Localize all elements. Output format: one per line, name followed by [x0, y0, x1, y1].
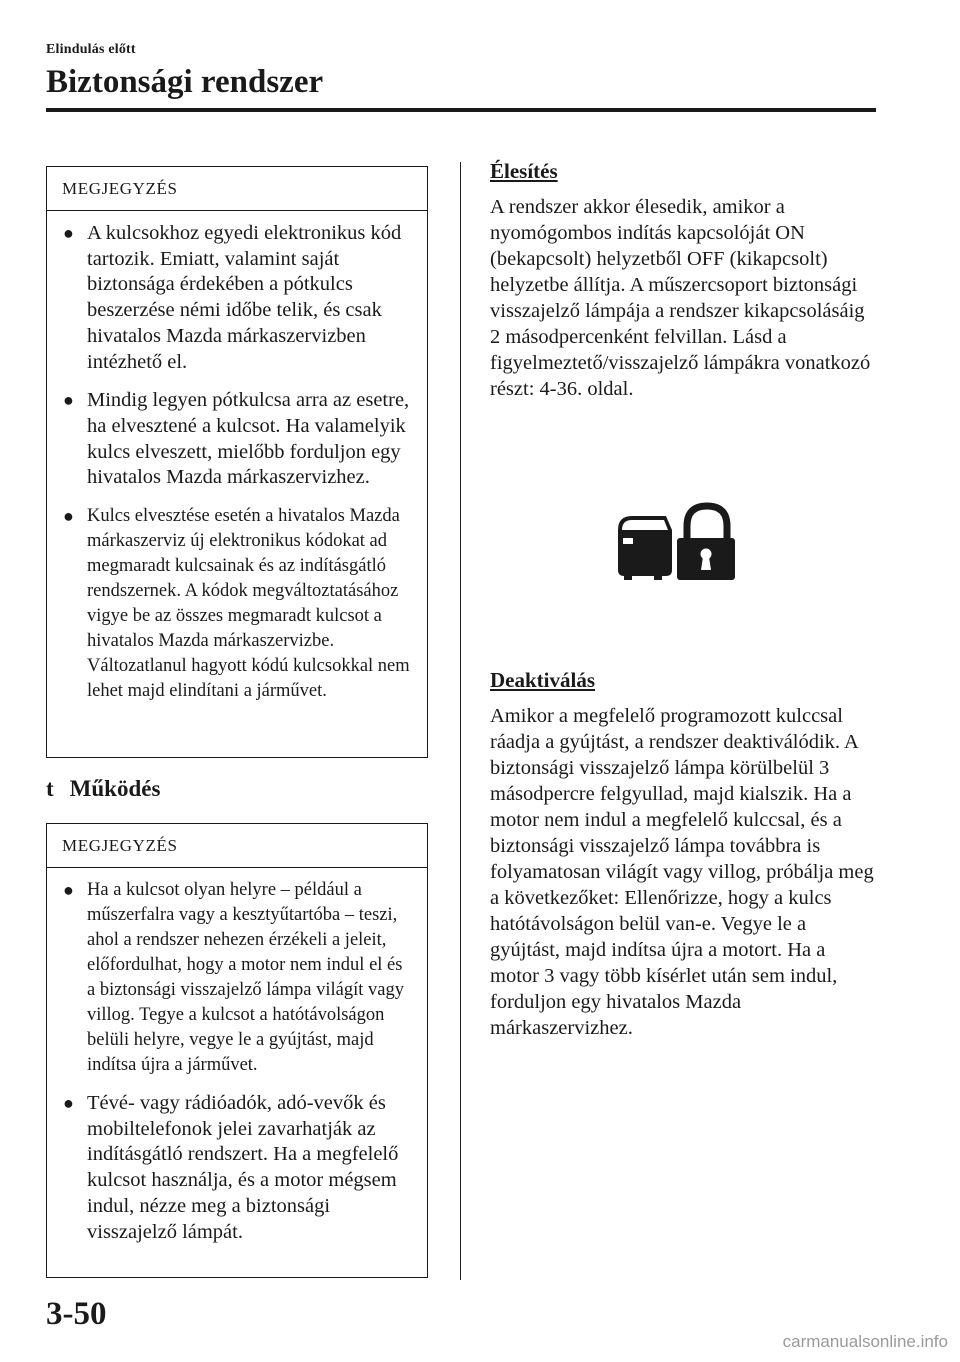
running-head: Elindulás előtt: [46, 42, 136, 57]
watermark-link[interactable]: carmanualsonline.info: [782, 1332, 948, 1351]
note-item-text: Ha a kulcsot olyan helyre – például a műszerfalra vagy a kesztyűtartóba – teszi, ahol a rendszer nehezen érzékeli a jeleit, előfordulhat, hogy a motor nem indul el és a biztonsági visszajelző lámpa világít vagy villog. Tegye a kulcsot a hatótávolságon belüli helyre, vegye le a gyújtást, majd indítsa újra a járművet.: [87, 880, 404, 1075]
bullet-icon: ●: [63, 1093, 74, 1113]
deaktivalas-section: [490, 665, 875, 1041]
note-item: [63, 504, 415, 704]
elesites-paragraph: A rendszer akkor élesedik, amikor a nyomógombos indítás kapcsolóját ON (bekapcsolt) helyzetből OFF (kikapcsolt) helyzetbe állítja. A műszercsoport biztonsági visszajelző lámpája a rendszer kikapcsolásáig 2 másodpercenként felvillan. Lásd a figyelmeztető/visszajelző lámpákra vonatkozó részt: 4-36. oldal.: [490, 196, 871, 400]
title-rule: [46, 108, 876, 112]
section-marker: t: [46, 776, 54, 801]
note-item: [63, 221, 415, 375]
note-box-2: [46, 823, 428, 1278]
note-item: [63, 1091, 415, 1245]
column-divider: [460, 162, 461, 1280]
section-heading-text: Működés: [69, 776, 161, 801]
note-heading: MEGJEGYZÉS: [47, 167, 427, 211]
note-item-text: Mindig legyen pótkulcsa arra az esetre, ha elvesztené a kulcsot. Ha valamelyik kulcs elveszett, mielőbb forduljon egy hivatalos Mazda márkaszervizhez.: [87, 389, 410, 489]
section-heading: [46, 773, 160, 805]
elesites-section: [490, 156, 875, 402]
note-list: [47, 211, 427, 704]
deaktivalas-paragraph: Amikor a megfelelő programozott kulccsal ráadja a gyújtást, a rendszer deaktiválódik. A biztonsági visszajelző lámpa körülbelül 3 másodpercre felgyullad, majd kialszik. Ha a motor nem indul a megfelelő kulccsal, és a biztonsági visszajelző lámpa továbbra is folyamatosan világít vagy villog, próbálja meg a következőket: Ellenőrizze, hogy a kulcs hatótávolságon belül van-e. Vegye le a gyújtást, majd indítsa újra a motort. Ha a motor 3 vagy több kísérlet után sem indul, forduljon egy hivatalos Mazda márkaszervizhez.: [490, 705, 874, 1039]
note-item: [63, 878, 415, 1078]
bullet-icon: ●: [63, 390, 74, 411]
note-heading: MEGJEGYZÉS: [47, 824, 427, 868]
security-indicator-lock-icon: [614, 500, 739, 582]
note-item-text: Kulcs elvesztése esetén a hivatalos Mazda márkaszerviz új elektronikus kódokat ad megmaradt kulcsainak és az indításgátló rendszernek. A kódok megváltoztatásához vigye be az összes megmaradt kulcsot a hivatalos Mazda márkaszervizbe. Változatlanul hagyott kódú kulcsokkal nem lehet majd elindítani a járművet.: [87, 506, 410, 702]
deaktivalas-heading: Deaktiválás: [490, 668, 595, 692]
page-title: Biztonsági rendszer: [46, 64, 324, 100]
note-item-text: Tévé- vagy rádióadók, adó-vevők és mobiltelefonok jelei zavarhatják az indításgátló rendszert. Ha a megfelelő kulcsot használja, és a motor mégsem indul, nézze meg a biztonsági visszajelző lámpát.: [87, 1092, 399, 1243]
bullet-icon: ●: [63, 223, 74, 243]
bullet-icon: ●: [63, 506, 74, 527]
bullet-icon: ●: [63, 880, 74, 900]
elesites-heading: Élesítés: [490, 159, 558, 183]
note-item-text: A kulcsokhoz egyedi elektronikus kód tartozik. Emiatt, valamint saját biztonsága érdekében a pótkulcs beszerzése némi időbe telik, és csak hivatalos Mazda márkaszervizben intézhető el.: [87, 222, 402, 373]
note-box-1: [46, 166, 428, 758]
note-item: [63, 388, 415, 491]
note-list: [47, 868, 427, 1245]
page-number: 3-50: [46, 1296, 107, 1332]
lock-icon-svg: [614, 500, 739, 582]
